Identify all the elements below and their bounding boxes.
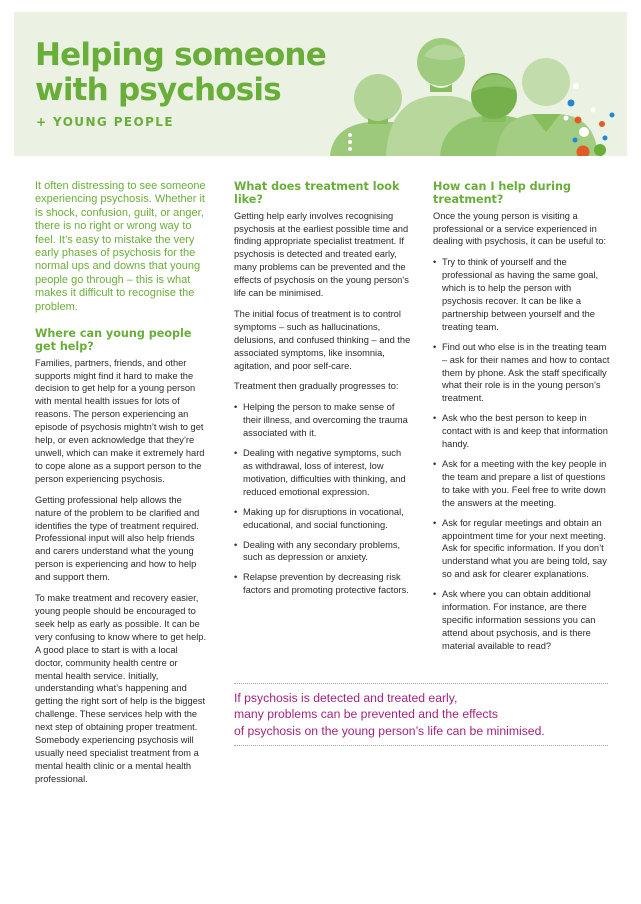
list-item: • Dealing with any secondary problems, such as depression or anxiety. bbox=[234, 539, 412, 565]
paragraph: Getting professional help allows the nature of the problem to be clarified and identifies the type of treatment required. Professional input will also help friends and carers understand what the young person is experiencing and how to help and support them. bbox=[35, 494, 200, 583]
list-item: • Making up for disruptions in vocational, educational, and social functioning. bbox=[234, 506, 412, 532]
pull-quote bbox=[234, 683, 608, 746]
treatment-bullet-list bbox=[234, 401, 412, 597]
list-item: • Helping the person to make sense of their illness, and overcoming the trauma associated with it. bbox=[234, 401, 412, 440]
column-3 bbox=[433, 181, 613, 660]
title-line-1: Helping someone bbox=[35, 37, 326, 73]
pull-quote-line-1: If psychosis is detected and treated early, bbox=[234, 691, 458, 705]
paragraph: Getting help early involves recognising psychosis at the earliest possible time and finding appropriate specialist treatment. If psychosis is detected and treated early, many problems can be prevented and the effects of psychosis on the young person’s life can be minimised. bbox=[234, 210, 409, 299]
page-title bbox=[35, 38, 326, 108]
group-of-people-icon bbox=[320, 12, 627, 156]
list-item: • Dealing with negative symptoms, such as withdrawal, loss of interest, low motivation, difficulties with thinking, and reduced emotional expression. bbox=[234, 447, 412, 499]
paragraph: Families, partners, friends, and other supports might find it hard to make the decision to get help for a young person with mental health issues for lots of reasons. The person experiencing an episode of psychosis mightn’t wish to get help, or even acknowledge that they’re unwell, which can make it extremely hard to cope alone as a support person to the person experiencing psychosis. bbox=[35, 357, 205, 484]
heading-where-can-young-people-get-help: Where can young people get help? bbox=[35, 327, 192, 353]
list-item: • Find out who else is in the treating team – ask for their names and how to contact them by phone. Ask the staff specifically what their role is in the young person’s treatment. bbox=[433, 341, 613, 406]
list-item: • Ask for a meeting with the key people in the team and prepare a list of questions to take with you. Feel free to write down the answers at the meeting. bbox=[433, 458, 613, 510]
list-item: • Relapse prevention by decreasing risk factors and promoting protective factors. bbox=[234, 571, 412, 597]
list-item: • Ask where you can obtain additional information. For instance, are there specific information sessions you can attend about psychosis, and is there material available to read? bbox=[433, 588, 613, 653]
heading-how-can-i-help: How can I help during treatment? bbox=[433, 180, 571, 206]
page-subtitle: + YOUNG PEOPLE bbox=[36, 115, 174, 129]
title-line-2: with psychosis bbox=[35, 72, 281, 108]
list-item: • Ask for regular meetings and obtain an appointment time for your next meeting. Ask for specific information. If you don’t understand what you are being told, say so and ask for clearer explanations. bbox=[433, 517, 613, 582]
paragraph: To make treatment and recovery easier, young people should be encouraged to seek help as early as possible. It can be very confusing to know where to get help. A good place to start is with a local doctor, community health centre or mental health service. Initially, understanding what’s happening and getting the right sort of help is the biggest challenge. These services help with the next step of obtaining proper treatment. Somebody experiencing psychosis will usually need specialist treatment from a mental health clinic or a mental health professional. bbox=[35, 593, 207, 784]
paragraph: Once the young person is visiting a professional or a service experienced in dealing with psychosis, it can be useful to: bbox=[433, 210, 607, 247]
pull-quote-line-2: many problems can be prevented and the effects bbox=[234, 707, 499, 722]
header-banner bbox=[14, 12, 627, 156]
pull-quote-line-3: of psychosis on the young person’s life can be minimised. bbox=[234, 723, 545, 738]
paragraph: The initial focus of treatment is to control symptoms – such as hallucinations, delusions, and confused thinking – and the associated symptoms, like insomnia, agitation, and poor self-care. bbox=[234, 308, 411, 371]
paragraph: Treatment then gradually progresses to: bbox=[234, 381, 399, 392]
help-bullet-list bbox=[433, 256, 613, 652]
column-1 bbox=[35, 180, 207, 794]
column-2 bbox=[234, 181, 412, 604]
list-item: • Ask who the best person to keep in contact with is and keep that information handy. bbox=[433, 412, 613, 451]
heading-what-does-treatment-look-like: What does treatment look like? bbox=[234, 180, 400, 206]
list-item: • Try to think of yourself and the professional as having the same goal, which is to help the person with psychosis recover. It can be like a partnership between yourself and the treating team. bbox=[433, 256, 613, 333]
intro-paragraph: It often distressing to see someone experiencing psychosis. Whether it is shock, confusion, guilt, or anger, there is no right or wrong way to feel. It’s easy to mistake the very early phases of psychosis for the normal ups and downs that young people go through – this is what makes it difficult to recognise the problem. bbox=[35, 180, 206, 313]
